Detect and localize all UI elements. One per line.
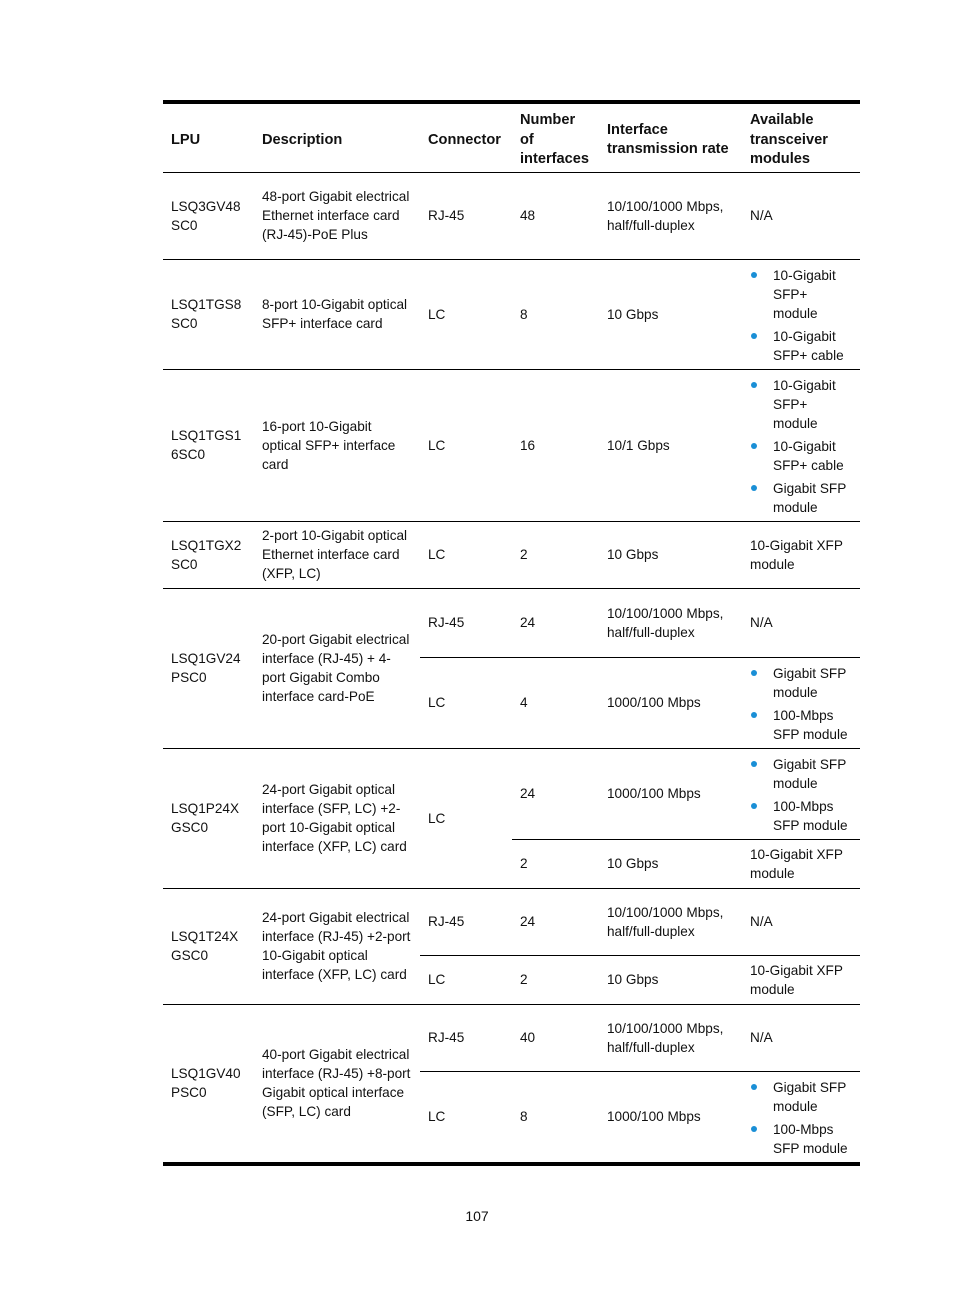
cell-description: 20-port Gigabit electrical interface (RJ-45) + 4-port Gigabit Combo interface card-PoE bbox=[254, 588, 420, 748]
cell-rate: 10 Gbps bbox=[599, 955, 742, 1004]
cell-interfaces: 2 bbox=[512, 521, 599, 588]
bullet-icon bbox=[751, 333, 757, 339]
header-description: Description bbox=[254, 102, 420, 172]
list-item bbox=[750, 266, 852, 323]
cell-lpu: LSQ3GV48 SC0 bbox=[171, 198, 241, 233]
cell-rate: 10/100/1000 Mbps, half/full-duplex bbox=[599, 888, 742, 955]
module-label: Gigabit SFP module bbox=[773, 1079, 847, 1114]
page-number: 107 bbox=[465, 1208, 489, 1224]
bullet-icon bbox=[751, 272, 757, 278]
header-number-of-interfaces: Number of interfaces bbox=[512, 102, 599, 172]
cell-modules: 10-Gigabit XFP module bbox=[742, 839, 860, 888]
cell-description: 24-port Gigabit optical interface (SFP, LC) +2-port 10-Gigabit optical interface (XFP, LC) card bbox=[254, 748, 420, 888]
list-item bbox=[750, 1078, 852, 1116]
list-item bbox=[750, 706, 852, 744]
modules-list bbox=[750, 376, 852, 517]
module-label: 10-Gigabit SFP+ module bbox=[773, 377, 836, 431]
table-row bbox=[163, 588, 860, 657]
bullet-icon bbox=[751, 712, 757, 718]
cell-modules bbox=[742, 748, 860, 839]
cell-description: 40-port Gigabit electrical interface (RJ-45) +8-port Gigabit optical interface (SFP, LC) card bbox=[254, 1004, 420, 1164]
cell-connector: LC bbox=[420, 955, 512, 1004]
header-transmission-rate: Interface transmission rate bbox=[599, 102, 742, 172]
bullet-icon bbox=[751, 761, 757, 767]
cell-rate: 10/100/1000 Mbps, half/full-duplex bbox=[599, 588, 742, 657]
bullet-icon bbox=[751, 485, 757, 491]
cell-modules bbox=[742, 259, 860, 369]
list-item bbox=[750, 797, 852, 835]
cell-rate: 10 Gbps bbox=[599, 839, 742, 888]
cell-modules: 10-Gigabit XFP module bbox=[742, 955, 860, 1004]
cell-connector: LC bbox=[420, 521, 512, 588]
cell-interfaces: 4 bbox=[512, 657, 599, 748]
table-row bbox=[163, 521, 860, 588]
table-row bbox=[163, 888, 860, 955]
cell-modules: N/A bbox=[750, 208, 773, 223]
table-row bbox=[163, 748, 860, 839]
cell-interfaces: 40 bbox=[512, 1004, 599, 1071]
cell-lpu: LSQ1TGX2 SC0 bbox=[163, 521, 254, 588]
cell-description: 24-port Gigabit electrical interface (RJ-45) +2-port 10-Gigabit optical interface (XFP, LC) card bbox=[254, 888, 420, 1004]
bullet-icon bbox=[751, 1126, 757, 1132]
bullet-icon bbox=[751, 443, 757, 449]
cell-interfaces: 48 bbox=[520, 208, 536, 223]
cell-modules bbox=[742, 1071, 860, 1164]
list-item bbox=[750, 755, 852, 793]
cell-description: 48-port Gigabit electrical Ethernet interface card (RJ-45)-PoE Plus bbox=[262, 189, 410, 242]
module-label: Gigabit SFP module bbox=[773, 480, 847, 515]
cell-rate: 10 Gbps bbox=[599, 521, 742, 588]
list-item bbox=[750, 376, 852, 433]
module-label: 10-Gigabit SFP+ cable bbox=[773, 438, 844, 473]
cell-interfaces: 2 bbox=[512, 839, 599, 888]
cell-modules: 10-Gigabit XFP module bbox=[742, 521, 860, 588]
cell-interfaces: 24 bbox=[512, 588, 599, 657]
cell-connector: LC bbox=[420, 369, 512, 521]
cell-rate: 10/100/1000 Mbps, half/full-duplex bbox=[607, 198, 724, 233]
cell-interfaces: 24 bbox=[512, 888, 599, 955]
cell-modules: N/A bbox=[742, 588, 860, 657]
module-label: Gigabit SFP module bbox=[773, 756, 847, 791]
cell-rate: 10 Gbps bbox=[599, 259, 742, 369]
table-row bbox=[163, 1004, 860, 1071]
cell-lpu: LSQ1GV40 PSC0 bbox=[163, 1004, 254, 1164]
bullet-icon bbox=[751, 803, 757, 809]
table-row bbox=[163, 172, 860, 259]
cell-lpu: LSQ1TGS1 6SC0 bbox=[163, 369, 254, 521]
lpu-table bbox=[163, 100, 860, 1166]
cell-connector: RJ-45 bbox=[420, 1004, 512, 1071]
cell-modules: N/A bbox=[742, 1004, 860, 1071]
cell-interfaces: 8 bbox=[512, 259, 599, 369]
cell-connector: RJ-45 bbox=[420, 888, 512, 955]
cell-lpu: LSQ1T24X GSC0 bbox=[163, 888, 254, 1004]
cell-rate: 10/100/1000 Mbps, half/full-duplex bbox=[599, 1004, 742, 1071]
cell-connector: LC bbox=[420, 657, 512, 748]
list-item bbox=[750, 437, 852, 475]
cell-connector: RJ-45 bbox=[428, 208, 465, 223]
cell-description: 8-port 10-Gigabit optical SFP+ interface card bbox=[254, 259, 420, 369]
header-connector: Connector bbox=[420, 102, 512, 172]
modules-list bbox=[750, 266, 852, 365]
cell-lpu: LSQ1TGS8 SC0 bbox=[163, 259, 254, 369]
cell-lpu: LSQ1P24X GSC0 bbox=[163, 748, 254, 888]
cell-description: 2-port 10-Gigabit optical Ethernet interface card (XFP, LC) bbox=[254, 521, 420, 588]
modules-list bbox=[750, 1078, 852, 1158]
bullet-icon bbox=[751, 382, 757, 388]
cell-rate: 10/1 Gbps bbox=[599, 369, 742, 521]
cell-interfaces: 8 bbox=[512, 1071, 599, 1164]
modules-list bbox=[750, 664, 852, 744]
modules-list bbox=[750, 755, 852, 835]
module-label: 100-Mbps SFP module bbox=[773, 798, 848, 833]
cell-rate: 1000/100 Mbps bbox=[599, 748, 742, 839]
cell-connector: RJ-45 bbox=[420, 588, 512, 657]
cell-interfaces: 16 bbox=[512, 369, 599, 521]
cell-connector: LC bbox=[420, 1071, 512, 1164]
cell-connector: LC bbox=[420, 748, 512, 888]
bullet-icon bbox=[751, 1084, 757, 1090]
header-lpu: LPU bbox=[163, 102, 254, 172]
list-item bbox=[750, 1120, 852, 1158]
list-item bbox=[750, 664, 852, 702]
cell-lpu: LSQ1GV24 PSC0 bbox=[163, 588, 254, 748]
cell-interfaces: 2 bbox=[512, 955, 599, 1004]
cell-rate: 1000/100 Mbps bbox=[599, 657, 742, 748]
cell-modules bbox=[742, 657, 860, 748]
module-label: 100-Mbps SFP module bbox=[773, 707, 848, 742]
list-item bbox=[750, 327, 852, 365]
cell-modules bbox=[742, 369, 860, 521]
list-item bbox=[750, 479, 852, 517]
table-row bbox=[163, 369, 860, 521]
cell-interfaces: 24 bbox=[512, 748, 599, 839]
header-transceiver-modules: Available transceiver modules bbox=[742, 102, 860, 172]
cell-connector: LC bbox=[420, 259, 512, 369]
module-label: 10-Gigabit SFP+ module bbox=[773, 267, 836, 321]
table-header-row bbox=[163, 102, 860, 172]
bullet-icon bbox=[751, 670, 757, 676]
module-label: Gigabit SFP module bbox=[773, 665, 847, 700]
cell-rate: 1000/100 Mbps bbox=[599, 1071, 742, 1164]
cell-modules: N/A bbox=[742, 888, 860, 955]
module-label: 100-Mbps SFP module bbox=[773, 1121, 848, 1156]
table-row bbox=[163, 259, 860, 369]
cell-description: 16-port 10-Gigabit optical SFP+ interface card bbox=[254, 369, 420, 521]
module-label: 10-Gigabit SFP+ cable bbox=[773, 328, 844, 363]
